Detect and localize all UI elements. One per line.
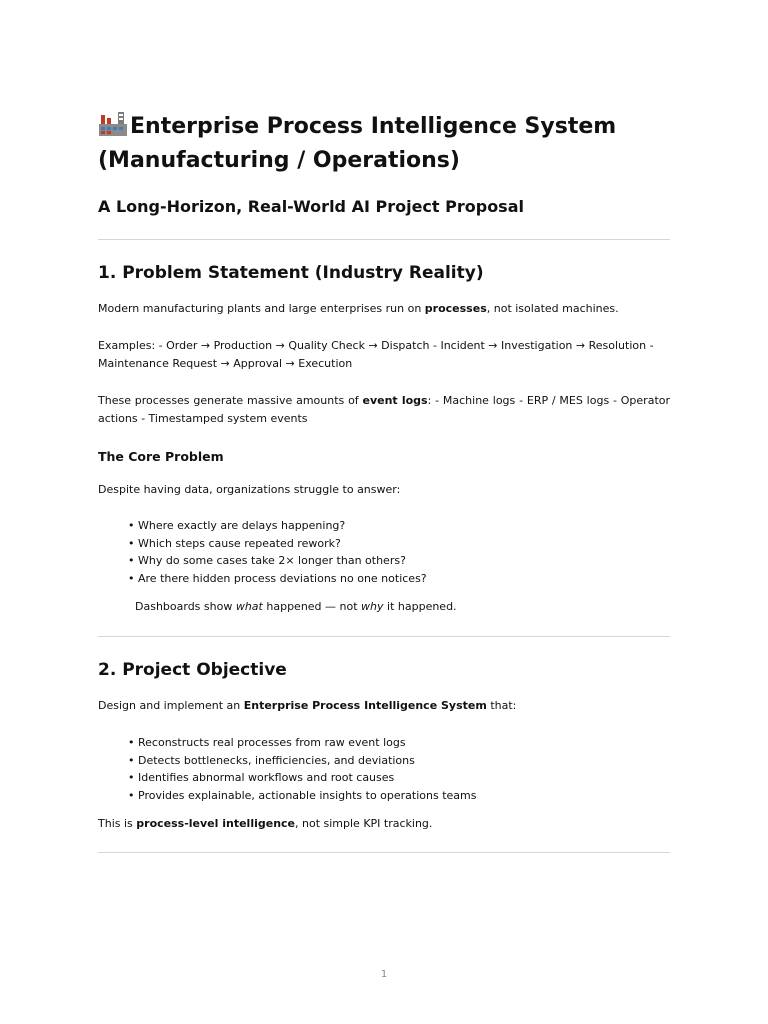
questions-list — [128, 517, 427, 587]
list-item: • Are there hidden process deviations no one notices? — [128, 570, 427, 588]
list-item: • Provides explainable, actionable insights to operations teams — [128, 787, 477, 805]
core-problem-intro: Despite having data, organizations struggle to answer: — [98, 483, 401, 496]
section-2-intro: Design and implement an Enterprise Process Intelligence System that: — [98, 699, 517, 712]
core-problem-heading: The Core Problem — [98, 449, 224, 464]
list-item: • Which steps cause repeated rework? — [128, 535, 427, 553]
section-1-logs: These processes generate massive amounts of event logs: - Machine logs - ERP / MES logs - Operator actions - Timestamped system events — [98, 394, 671, 425]
factory-icon — [98, 112, 128, 136]
list-item: • Why do some cases take 2× longer than others? — [128, 552, 427, 570]
divider — [98, 636, 670, 637]
divider — [98, 239, 670, 240]
document-subtitle: A Long-Horizon, Real-World AI Project Proposal — [98, 197, 524, 216]
title-line-1: Enterprise Process Intelligence System — [130, 114, 617, 139]
section-2-closing: This is process-level intelligence, not simple KPI tracking. — [98, 817, 433, 830]
title-line-2: (Manufacturing / Operations) — [98, 148, 460, 173]
objectives-list — [128, 734, 477, 804]
list-item: • Where exactly are delays happening? — [128, 517, 427, 535]
document-title — [98, 110, 670, 178]
list-item: • Reconstructs real processes from raw event logs — [128, 734, 477, 752]
examples-line-2: Maintenance Request → Approval → Execution — [98, 357, 353, 370]
list-item: • Identifies abnormal workflows and root causes — [128, 769, 477, 787]
section-1-intro: Modern manufacturing plants and large enterprises run on processes, not isolated machines. — [98, 302, 619, 315]
page-number: 1 — [380, 969, 388, 980]
divider — [98, 852, 670, 853]
section-1-examples — [98, 337, 670, 373]
examples-line-1: Examples: - Order → Production → Quality Check → Dispatch - Incident → Investigation → Resolution - — [98, 339, 654, 352]
dashboards-note: Dashboards show what happened — not why it happened. — [135, 600, 457, 613]
list-item: • Detects bottlenecks, inefficiencies, and deviations — [128, 752, 477, 770]
section-1-heading: 1. Problem Statement (Industry Reality) — [98, 263, 484, 283]
section-2-heading: 2. Project Objective — [98, 660, 287, 680]
